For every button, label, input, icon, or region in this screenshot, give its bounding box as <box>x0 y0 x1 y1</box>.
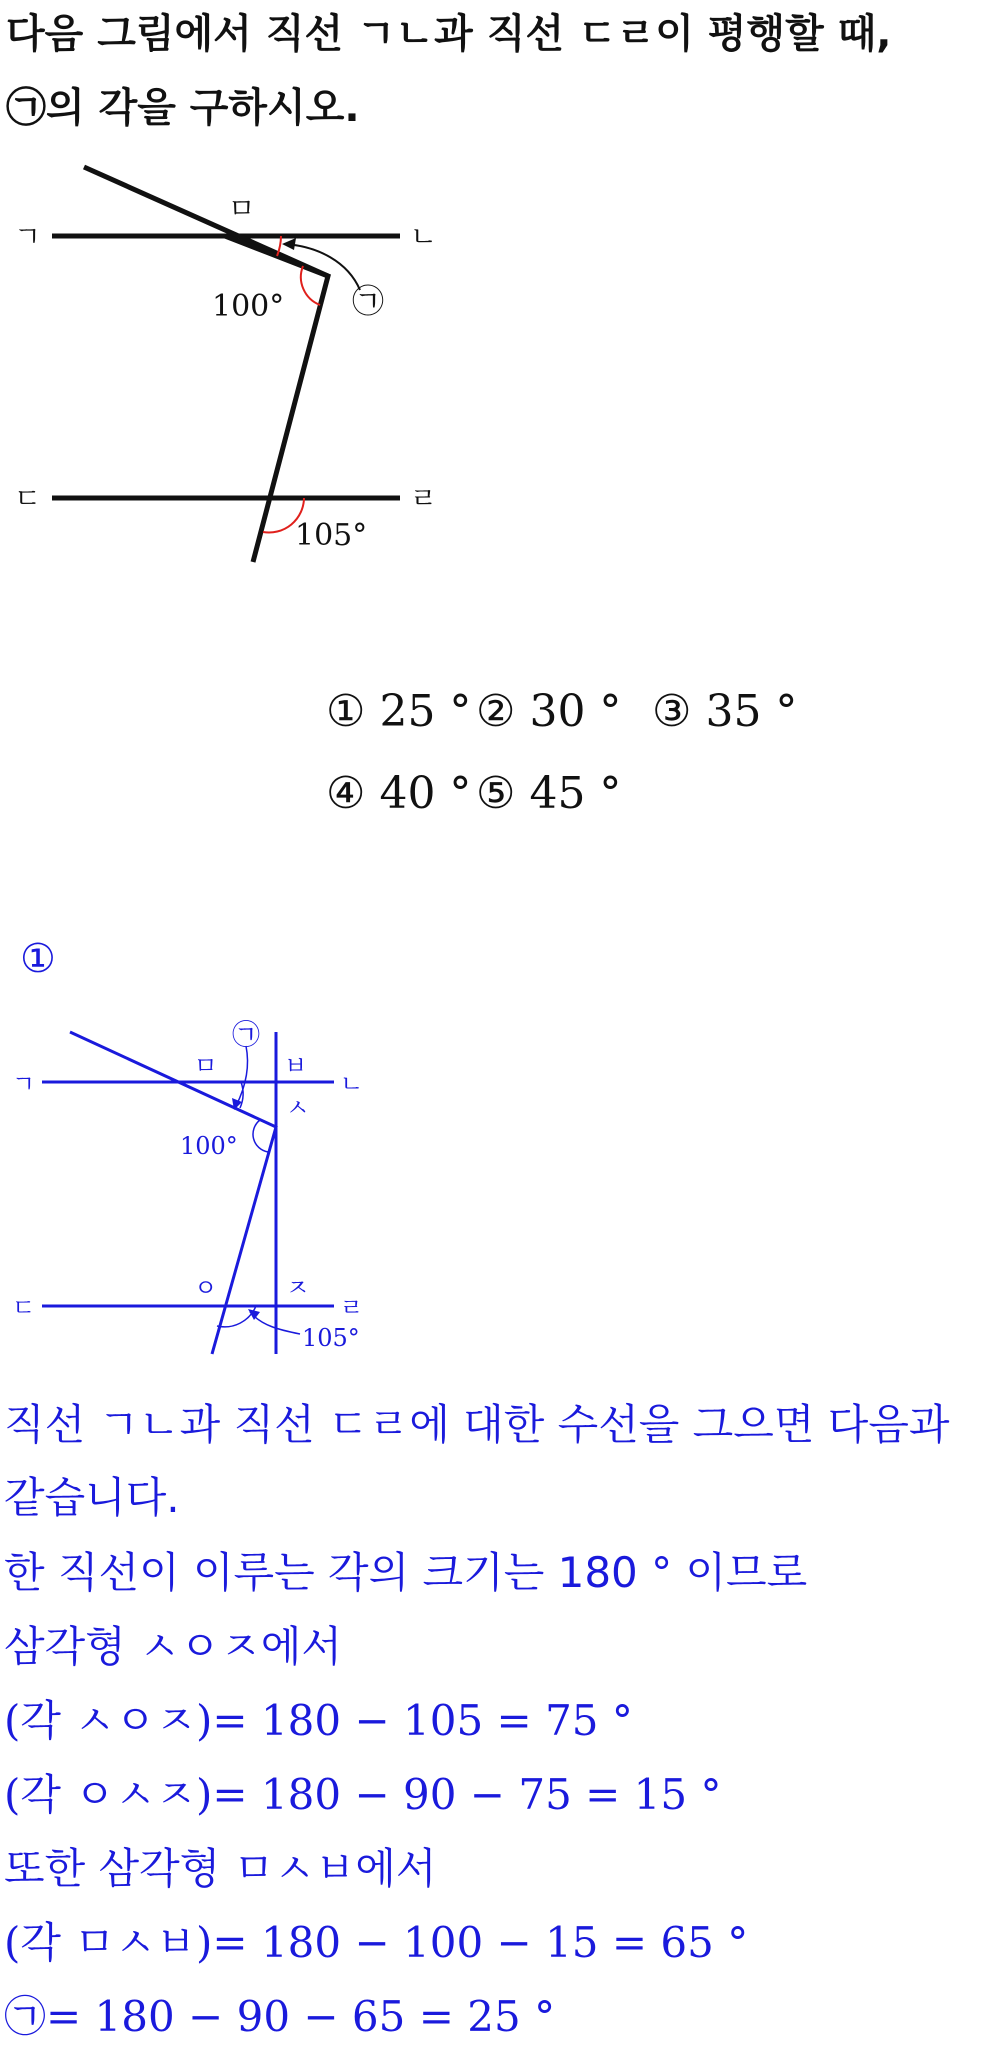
sol-label-b: ㅂ <box>284 1052 308 1080</box>
sol-105-arrowhead <box>248 1309 260 1320</box>
solution-line-9: ㉠= 180 − 90 − 65 = 25 ° <box>4 1992 556 2041</box>
choice-4[interactable]: ④ 40 ° <box>326 768 472 819</box>
sol-label-o: ㅇ <box>194 1274 218 1302</box>
sol-arc-100 <box>253 1120 268 1152</box>
solution-line-3: 한 직선이 이루는 각의 크기는 180 ° 이므로 <box>4 1548 808 1597</box>
choice-5[interactable]: ⑤ 45 ° <box>476 768 622 819</box>
sol-label-r: ㄹ <box>340 1294 364 1322</box>
label-n: ㄴ <box>410 220 438 253</box>
solution-line-1: 직선 ㄱㄴ과 직선 ㄷㄹ에 대한 수선을 그으면 다음과 <box>4 1400 950 1449</box>
solution-line-6: (각 ㅇㅅㅈ)= 180 − 90 − 75 = 15 ° <box>4 1770 722 1819</box>
question-line-2: ㉠의 각을 구하시오. <box>6 85 360 131</box>
target-arrow <box>284 244 360 290</box>
label-105: 105° <box>295 518 368 553</box>
sol-target-arrow <box>236 1046 248 1106</box>
bent-line <box>225 236 328 562</box>
sol-label-n: ㄴ <box>340 1070 364 1098</box>
label-d: ㄷ <box>14 482 42 515</box>
sol-label-g: ㄱ <box>12 1070 36 1098</box>
solution-line-5: (각 ㅅㅇㅈ)= 180 − 105 = 75 ° <box>4 1696 633 1745</box>
question-line-1: 다음 그림에서 직선 ㄱㄴ과 직선 ㄷㄹ이 평행할 때, <box>6 11 892 57</box>
sol-label-j: ㅈ <box>286 1274 310 1302</box>
choice-2[interactable]: ② 30 ° <box>476 686 622 737</box>
sol-label-105: 105° <box>302 1324 360 1352</box>
sol-label-d: ㄷ <box>12 1294 36 1322</box>
answer-label: ① <box>20 936 56 982</box>
choice-1[interactable]: ① 25 ° <box>326 686 472 737</box>
label-r: ㄹ <box>410 482 438 515</box>
solution-figure <box>0 1016 380 1356</box>
solution-line-2: 같습니다. <box>4 1473 180 1522</box>
solution-line-4: 삼각형 ㅅㅇㅈ에서 <box>4 1622 342 1671</box>
problem-figure <box>0 150 460 570</box>
choice-3[interactable]: ③ 35 ° <box>652 686 798 737</box>
solution-line-7: 또한 삼각형 ㅁㅅㅂ에서 <box>4 1844 437 1893</box>
sol-label-100: 100° <box>180 1132 238 1160</box>
label-target: ㉠ <box>352 282 385 320</box>
sol-label-m: ㅁ <box>194 1052 218 1080</box>
target-arrowhead <box>282 238 296 250</box>
label-100: 100° <box>212 289 285 324</box>
label-m: ㅁ <box>228 192 256 225</box>
solution-line-8: (각 ㅁㅅㅂ)= 180 − 100 − 15 = 65 ° <box>4 1918 749 1967</box>
sol-label-s: ㅅ <box>286 1094 310 1122</box>
sol-label-target: ㉠ <box>232 1018 261 1051</box>
label-g: ㄱ <box>14 220 42 253</box>
